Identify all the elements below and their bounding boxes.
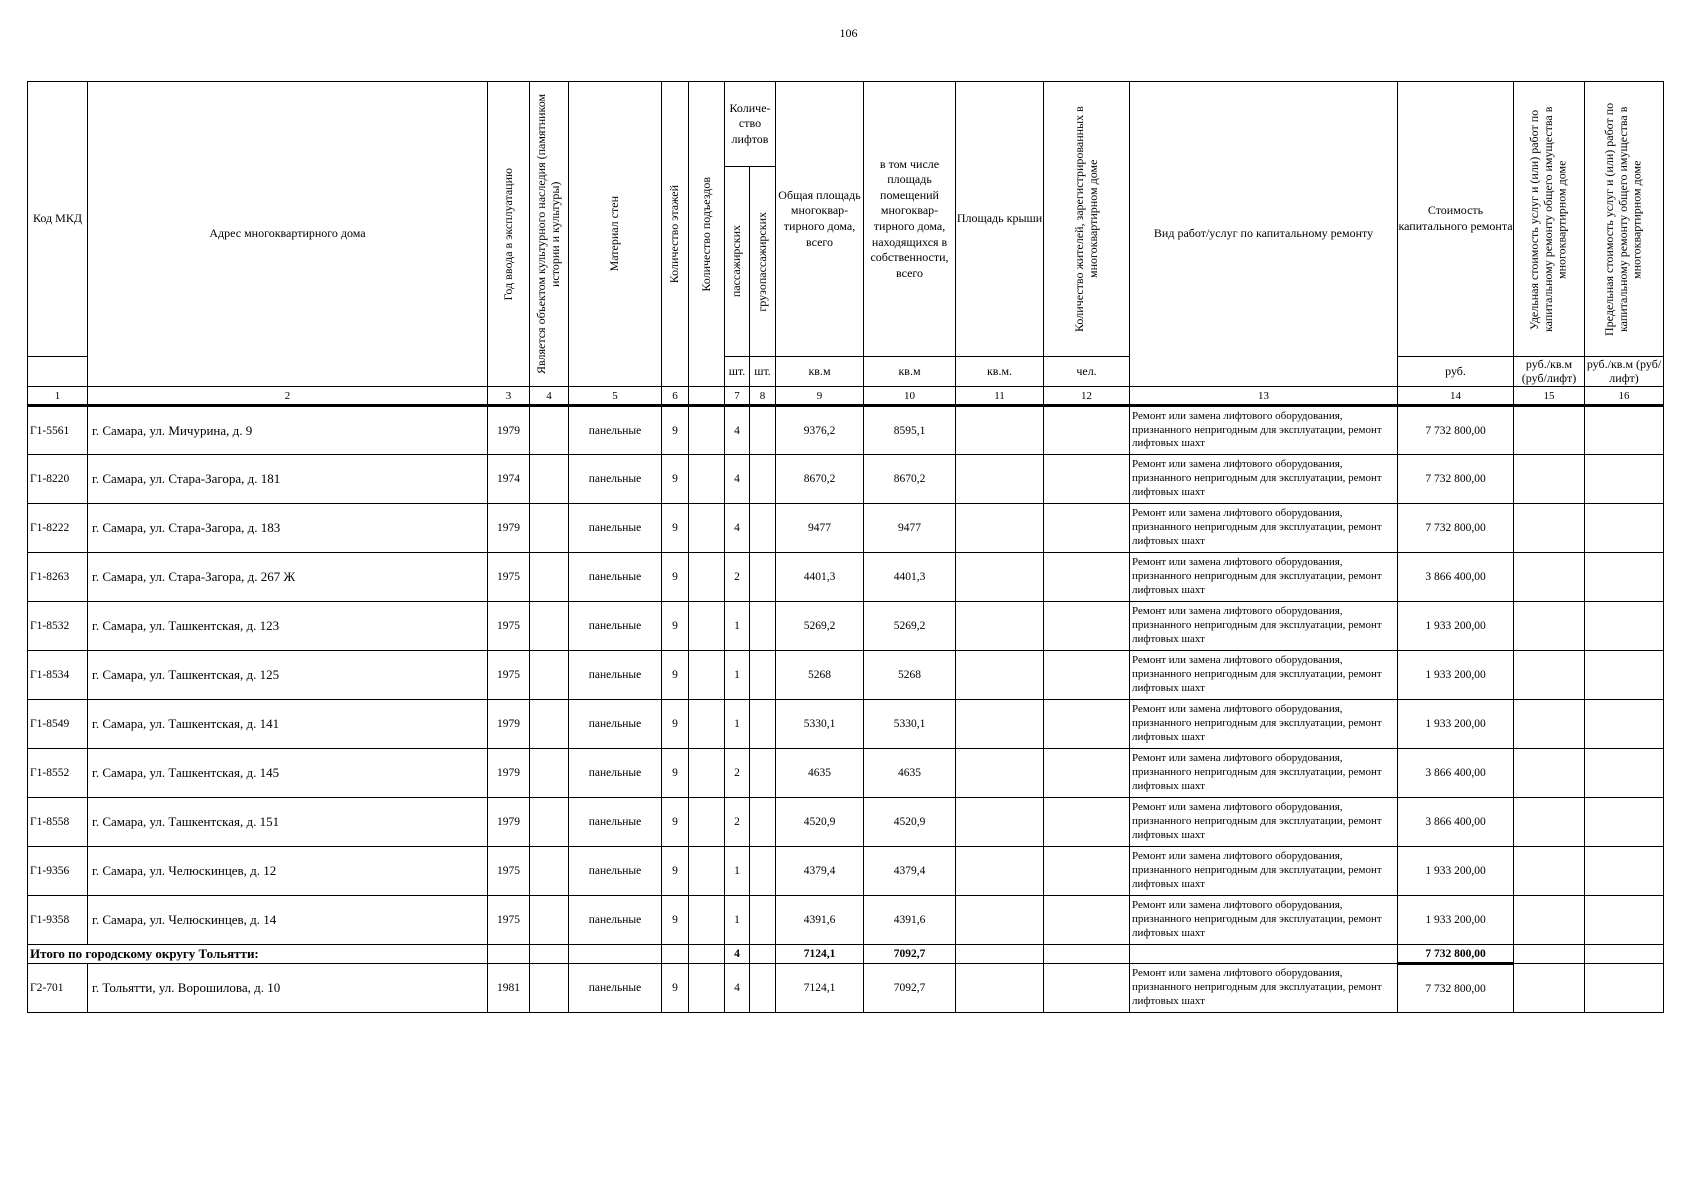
address-cell: г. Самара, ул. Ташкентская, д. 141: [88, 700, 488, 749]
total-area-cell: 4379,4: [776, 847, 864, 896]
residents-cell: [1044, 700, 1130, 749]
lifts-cargo-cell: [750, 847, 776, 896]
column-number-row: [28, 387, 1664, 406]
address-cell: г. Самара, ул. Стара-Загора, д. 181: [88, 455, 488, 504]
mkd-code: Г1-8552: [28, 749, 88, 798]
header-address: Адрес многоквартирного дома: [88, 82, 488, 387]
residents-cell: [1044, 798, 1130, 847]
floors-cell: 9: [662, 455, 689, 504]
cost-cell: 7 732 800,00: [1398, 964, 1514, 1013]
year-cell: 1974: [488, 455, 530, 504]
material-cell: панельные: [569, 896, 662, 945]
limit-cost-cell: [1585, 847, 1664, 896]
table-row: [28, 651, 1664, 700]
table-body-samara: [28, 406, 1664, 945]
column-number: 6: [662, 387, 689, 406]
total-area: 7124,1: [776, 945, 864, 964]
total-cost: 7 732 800,00: [1398, 945, 1514, 964]
material-cell: панельные: [569, 504, 662, 553]
capital-repair-table: [27, 81, 1664, 1013]
residents-cell: [1044, 504, 1130, 553]
lifts-passenger-cell: 2: [725, 553, 750, 602]
column-number: 5: [569, 387, 662, 406]
cost-cell: 1 933 200,00: [1398, 896, 1514, 945]
total-area-cell: 4401,3: [776, 553, 864, 602]
table-row: [28, 700, 1664, 749]
header-heritage: Является объектом культурного наследия (памятником истории и культуры): [530, 82, 569, 387]
residents-cell: [1044, 455, 1130, 504]
header-residents: Количество жителей, зарегистрированных в многоквартирном доме: [1044, 82, 1130, 357]
header-unit-cost: Удельная стоимость услуг и (или) работ по капитальному ремонту общего имущества в многоквартирном доме: [1514, 82, 1585, 357]
table-row: [28, 602, 1664, 651]
owned-area-cell: 7092,7: [864, 964, 956, 1013]
lifts-passenger-cell: 4: [725, 504, 750, 553]
year-cell: 1979: [488, 406, 530, 455]
roof-area-cell: [956, 406, 1044, 455]
roof-area-cell: [956, 749, 1044, 798]
table-row: [28, 964, 1664, 1013]
work-type-cell: Ремонт или замена лифтового оборудования, признанного непригодным для эксплуатации, ремонт лифтовых шахт: [1130, 964, 1398, 1013]
mkd-code: Г1-9358: [28, 896, 88, 945]
total-area-cell: 5269,2: [776, 602, 864, 651]
work-type-cell: Ремонт или замена лифтового оборудования, признанного непригодным для эксплуатации, ремонт лифтовых шахт: [1130, 406, 1398, 455]
lifts-passenger-cell: 1: [725, 700, 750, 749]
roof-area-cell: [956, 700, 1044, 749]
mkd-code: Г1-8220: [28, 455, 88, 504]
year-cell: 1979: [488, 749, 530, 798]
heritage-cell: [530, 749, 569, 798]
roof-area-cell: [956, 896, 1044, 945]
cost-cell: 1 933 200,00: [1398, 700, 1514, 749]
limit-cost-cell: [1585, 700, 1664, 749]
heritage-cell: [530, 406, 569, 455]
roof-area-cell: [956, 847, 1044, 896]
column-number: 9: [776, 387, 864, 406]
limit-cost-cell: [1585, 602, 1664, 651]
entrances-cell: [689, 651, 725, 700]
owned-area-cell: 8595,1: [864, 406, 956, 455]
lifts-cargo-cell: [750, 749, 776, 798]
lifts-cargo-cell: [750, 504, 776, 553]
heritage-cell: [530, 504, 569, 553]
floors-cell: 9: [662, 798, 689, 847]
roof-area-cell: [956, 455, 1044, 504]
material-cell: панельные: [569, 651, 662, 700]
floors-cell: 9: [662, 749, 689, 798]
total-area-cell: 4635: [776, 749, 864, 798]
total-area-cell: 4520,9: [776, 798, 864, 847]
column-number: 1: [28, 387, 88, 406]
lifts-passenger-cell: 1: [725, 602, 750, 651]
total-area-cell: 5330,1: [776, 700, 864, 749]
lifts-cargo-cell: [750, 798, 776, 847]
work-type-cell: Ремонт или замена лифтового оборудования, признанного непригодным для эксплуатации, ремонт лифтовых шахт: [1130, 896, 1398, 945]
cost-cell: 1 933 200,00: [1398, 602, 1514, 651]
unit-cost-cell: [1514, 504, 1585, 553]
table-row: [28, 455, 1664, 504]
unit-cost-cell: [1514, 455, 1585, 504]
header-roof-area: Площадь крыши: [956, 82, 1044, 357]
floors-cell: 9: [662, 896, 689, 945]
roof-area-cell: [956, 798, 1044, 847]
header-material: Материал стен: [569, 82, 662, 387]
entrances-cell: [689, 964, 725, 1013]
material-cell: панельные: [569, 455, 662, 504]
lifts-passenger-cell: 1: [725, 896, 750, 945]
cost-cell: 7 732 800,00: [1398, 504, 1514, 553]
unit-cost-cell: [1514, 749, 1585, 798]
mkd-code: Г1-5561: [28, 406, 88, 455]
entrances-cell: [689, 455, 725, 504]
lifts-passenger-cell: 2: [725, 749, 750, 798]
column-number: 2: [88, 387, 488, 406]
column-number: 14: [1398, 387, 1514, 406]
header-total-area: Общая площадь многоквар-тирного дома, всего: [776, 82, 864, 357]
total-row-togliatti: [28, 945, 1664, 964]
limit-cost-cell: [1585, 964, 1664, 1013]
material-cell: панельные: [569, 798, 662, 847]
lifts-cargo-cell: [750, 651, 776, 700]
limit-cost-cell: [1585, 455, 1664, 504]
page-number: 106: [839, 26, 858, 40]
column-number: 10: [864, 387, 956, 406]
roof-area-cell: [956, 964, 1044, 1013]
unit-cost-cell: [1514, 602, 1585, 651]
total-label: Итого по городскому округу Тольятти:: [28, 945, 488, 964]
roof-area-cell: [956, 553, 1044, 602]
lifts-cargo-cell: [750, 553, 776, 602]
header-floors: Количество этажей: [662, 82, 689, 387]
unit-lifts-passenger: шт.: [725, 357, 750, 387]
work-type-cell: Ремонт или замена лифтового оборудования, признанного непригодным для эксплуатации, ремонт лифтовых шахт: [1130, 602, 1398, 651]
address-cell: г. Самара, ул. Ташкентская, д. 145: [88, 749, 488, 798]
heritage-cell: [530, 553, 569, 602]
lifts-cargo-cell: [750, 406, 776, 455]
mkd-code: Г2-701: [28, 964, 88, 1013]
owned-area-cell: 4635: [864, 749, 956, 798]
work-type-cell: Ремонт или замена лифтового оборудования, признанного непригодным для эксплуатации, ремонт лифтовых шахт: [1130, 847, 1398, 896]
table-row: [28, 553, 1664, 602]
address-cell: г. Самара, ул. Стара-Загора, д. 267 Ж: [88, 553, 488, 602]
material-cell: панельные: [569, 553, 662, 602]
address-cell: г. Самара, ул. Ташкентская, д. 125: [88, 651, 488, 700]
lifts-passenger-cell: 2: [725, 798, 750, 847]
heritage-cell: [530, 847, 569, 896]
header-entrances: Количество подъездов: [689, 82, 725, 387]
lifts-cargo-cell: [750, 602, 776, 651]
cost-cell: 1 933 200,00: [1398, 847, 1514, 896]
header-lifts-passenger: пассажирских: [725, 167, 750, 357]
unit-cost: руб.: [1398, 357, 1514, 387]
limit-cost-cell: [1585, 798, 1664, 847]
mkd-code: Г1-8549: [28, 700, 88, 749]
entrances-cell: [689, 749, 725, 798]
mkd-code: Г1-8222: [28, 504, 88, 553]
unit-code: [28, 357, 88, 387]
total-area-cell: 5268: [776, 651, 864, 700]
lifts-passenger-cell: 4: [725, 964, 750, 1013]
cost-cell: 1 933 200,00: [1398, 651, 1514, 700]
column-number: 15: [1514, 387, 1585, 406]
floors-cell: 9: [662, 406, 689, 455]
total-area-cell: 8670,2: [776, 455, 864, 504]
floors-cell: 9: [662, 651, 689, 700]
heritage-cell: [530, 651, 569, 700]
column-number: 7: [725, 387, 750, 406]
unit-roof-area: кв.м.: [956, 357, 1044, 387]
column-number: 11: [956, 387, 1044, 406]
year-cell: 1979: [488, 700, 530, 749]
material-cell: панельные: [569, 964, 662, 1013]
roof-area-cell: [956, 504, 1044, 553]
header-lifts-cargo: грузопассажирских: [750, 167, 776, 357]
lifts-passenger-cell: 1: [725, 847, 750, 896]
total-area-cell: 7124,1: [776, 964, 864, 1013]
lifts-passenger-cell: 1: [725, 651, 750, 700]
address-cell: г. Тольятти, ул. Ворошилова, д. 10: [88, 964, 488, 1013]
heritage-cell: [530, 602, 569, 651]
lifts-cargo-cell: [750, 700, 776, 749]
cost-cell: 7 732 800,00: [1398, 406, 1514, 455]
heritage-cell: [530, 798, 569, 847]
year-cell: 1979: [488, 798, 530, 847]
limit-cost-cell: [1585, 553, 1664, 602]
header-lifts: Количе-ство лифтов: [725, 82, 776, 167]
table-row: [28, 504, 1664, 553]
header-code: Код МКД: [28, 82, 88, 357]
residents-cell: [1044, 651, 1130, 700]
material-cell: панельные: [569, 749, 662, 798]
unit-unit-cost: руб./кв.м (руб/лифт): [1514, 357, 1585, 387]
lifts-passenger-cell: 4: [725, 406, 750, 455]
column-number: 12: [1044, 387, 1130, 406]
header-limit-cost: Предельная стоимость услуг и (или) работ по капитальному ремонту общего имущества в многоквартирном доме: [1585, 82, 1664, 357]
table-body-togliatti-rows: [28, 964, 1664, 1013]
limit-cost-cell: [1585, 896, 1664, 945]
floors-cell: 9: [662, 700, 689, 749]
year-cell: 1975: [488, 651, 530, 700]
unit-cost-cell: [1514, 406, 1585, 455]
column-number: 16: [1585, 387, 1664, 406]
heritage-cell: [530, 455, 569, 504]
total-area-cell: 9376,2: [776, 406, 864, 455]
lifts-cargo-cell: [750, 455, 776, 504]
column-number: 8: [750, 387, 776, 406]
unit-residents: чел.: [1044, 357, 1130, 387]
lifts-cargo-cell: [750, 896, 776, 945]
owned-area-cell: 8670,2: [864, 455, 956, 504]
owned-area-cell: 5330,1: [864, 700, 956, 749]
floors-cell: 9: [662, 847, 689, 896]
owned-area-cell: 5269,2: [864, 602, 956, 651]
year-cell: 1975: [488, 847, 530, 896]
year-cell: 1975: [488, 896, 530, 945]
table-row: [28, 847, 1664, 896]
mkd-code: Г1-8263: [28, 553, 88, 602]
owned-area-cell: 9477: [864, 504, 956, 553]
lifts-cargo-cell: [750, 964, 776, 1013]
work-type-cell: Ремонт или замена лифтового оборудования, признанного непригодным для эксплуатации, ремонт лифтовых шахт: [1130, 651, 1398, 700]
cost-cell: 7 732 800,00: [1398, 455, 1514, 504]
entrances-cell: [689, 896, 725, 945]
work-type-cell: Ремонт или замена лифтового оборудования, признанного непригодным для эксплуатации, ремонт лифтовых шахт: [1130, 455, 1398, 504]
header-year: Год ввода в эксплуатацию: [488, 82, 530, 387]
cost-cell: 3 866 400,00: [1398, 749, 1514, 798]
material-cell: панельные: [569, 406, 662, 455]
owned-area-cell: 4379,4: [864, 847, 956, 896]
total-owned-area: 7092,7: [864, 945, 956, 964]
limit-cost-cell: [1585, 651, 1664, 700]
material-cell: панельные: [569, 847, 662, 896]
lifts-passenger-cell: 4: [725, 455, 750, 504]
entrances-cell: [689, 798, 725, 847]
owned-area-cell: 4401,3: [864, 553, 956, 602]
residents-cell: [1044, 602, 1130, 651]
limit-cost-cell: [1585, 749, 1664, 798]
unit-cost-cell: [1514, 896, 1585, 945]
heritage-cell: [530, 700, 569, 749]
unit-owned-area: кв.м: [864, 357, 956, 387]
material-cell: панельные: [569, 602, 662, 651]
unit-cost-cell: [1514, 553, 1585, 602]
table-row: [28, 798, 1664, 847]
owned-area-cell: 5268: [864, 651, 956, 700]
cost-cell: 3 866 400,00: [1398, 553, 1514, 602]
column-number: 13: [1130, 387, 1398, 406]
floors-cell: 9: [662, 504, 689, 553]
header-cost: Стоимость капитального ремонта: [1398, 82, 1514, 357]
residents-cell: [1044, 749, 1130, 798]
table-row: [28, 749, 1664, 798]
total-area-cell: 4391,6: [776, 896, 864, 945]
floors-cell: 9: [662, 602, 689, 651]
floors-cell: 9: [662, 553, 689, 602]
roof-area-cell: [956, 602, 1044, 651]
unit-cost-cell: [1514, 798, 1585, 847]
unit-total-area: кв.м: [776, 357, 864, 387]
column-number: 3: [488, 387, 530, 406]
material-cell: панельные: [569, 700, 662, 749]
year-cell: 1975: [488, 553, 530, 602]
unit-lifts-cargo: шт.: [750, 357, 776, 387]
header-work-type: Вид работ/услуг по капитальному ремонту: [1130, 82, 1398, 387]
residents-cell: [1044, 553, 1130, 602]
mkd-code: Г1-9356: [28, 847, 88, 896]
owned-area-cell: 4391,6: [864, 896, 956, 945]
address-cell: г. Самара, ул. Стара-Загора, д. 183: [88, 504, 488, 553]
entrances-cell: [689, 602, 725, 651]
entrances-cell: [689, 504, 725, 553]
entrances-cell: [689, 406, 725, 455]
mkd-code: Г1-8558: [28, 798, 88, 847]
entrances-cell: [689, 700, 725, 749]
unit-cost-cell: [1514, 964, 1585, 1013]
address-cell: г. Самара, ул. Мичурина, д. 9: [88, 406, 488, 455]
residents-cell: [1044, 964, 1130, 1013]
limit-cost-cell: [1585, 406, 1664, 455]
column-number: [689, 387, 725, 406]
work-type-cell: Ремонт или замена лифтового оборудования, признанного непригодным для эксплуатации, ремонт лифтовых шахт: [1130, 798, 1398, 847]
address-cell: г. Самара, ул. Ташкентская, д. 151: [88, 798, 488, 847]
table-body-togliatti: [28, 945, 1664, 964]
year-cell: 1979: [488, 504, 530, 553]
work-type-cell: Ремонт или замена лифтового оборудования, признанного непригодным для эксплуатации, ремонт лифтовых шахт: [1130, 553, 1398, 602]
table-row: [28, 406, 1664, 455]
unit-cost-cell: [1514, 847, 1585, 896]
total-area-cell: 9477: [776, 504, 864, 553]
column-number: 4: [530, 387, 569, 406]
mkd-code: Г1-8532: [28, 602, 88, 651]
mkd-code: Г1-8534: [28, 651, 88, 700]
unit-cost-cell: [1514, 651, 1585, 700]
address-cell: г. Самара, ул. Челюскинцев, д. 12: [88, 847, 488, 896]
year-cell: 1981: [488, 964, 530, 1013]
residents-cell: [1044, 406, 1130, 455]
entrances-cell: [689, 553, 725, 602]
work-type-cell: Ремонт или замена лифтового оборудования, признанного непригодным для эксплуатации, ремонт лифтовых шахт: [1130, 700, 1398, 749]
total-lifts: 4: [725, 945, 750, 964]
work-type-cell: Ремонт или замена лифтового оборудования, признанного непригодным для эксплуатации, ремонт лифтовых шахт: [1130, 749, 1398, 798]
roof-area-cell: [956, 651, 1044, 700]
floors-cell: 9: [662, 964, 689, 1013]
table-row: [28, 896, 1664, 945]
heritage-cell: [530, 964, 569, 1013]
residents-cell: [1044, 847, 1130, 896]
address-cell: г. Самара, ул. Ташкентская, д. 123: [88, 602, 488, 651]
limit-cost-cell: [1585, 504, 1664, 553]
work-type-cell: Ремонт или замена лифтового оборудования, признанного непригодным для эксплуатации, ремонт лифтовых шахт: [1130, 504, 1398, 553]
unit-limit-cost: руб./кв.м (руб/лифт): [1585, 357, 1664, 387]
residents-cell: [1044, 896, 1130, 945]
unit-cost-cell: [1514, 700, 1585, 749]
heritage-cell: [530, 896, 569, 945]
header-owned-area: в том числе площадь помещений многоквар-тирного дома, находящихся в собственности, всего: [864, 82, 956, 357]
owned-area-cell: 4520,9: [864, 798, 956, 847]
year-cell: 1975: [488, 602, 530, 651]
address-cell: г. Самара, ул. Челюскинцев, д. 14: [88, 896, 488, 945]
entrances-cell: [689, 847, 725, 896]
cost-cell: 3 866 400,00: [1398, 798, 1514, 847]
